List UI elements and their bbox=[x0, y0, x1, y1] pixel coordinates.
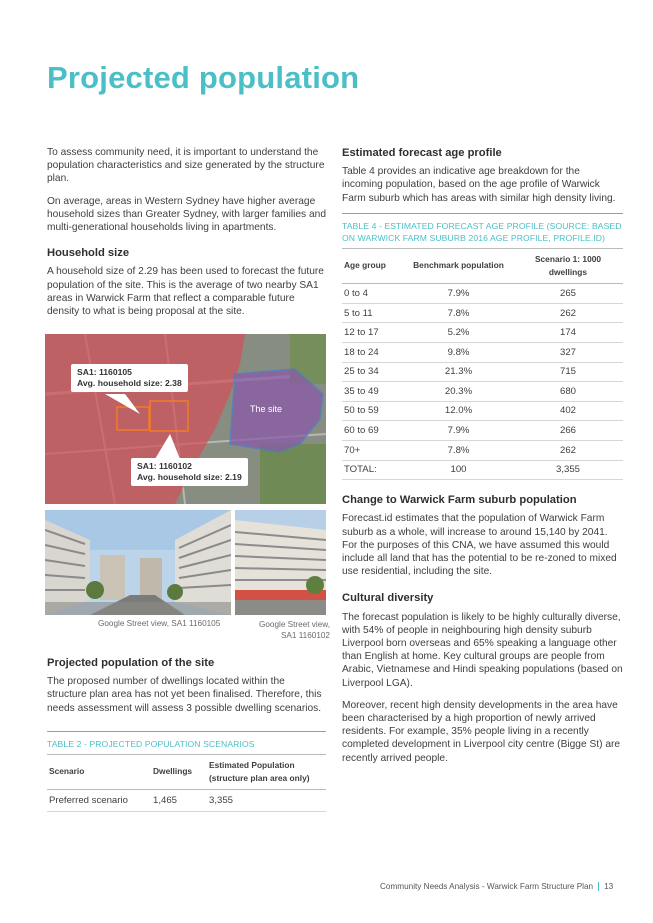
age-cell: 60 to 69 bbox=[342, 421, 404, 441]
scenario-cell: 402 bbox=[513, 401, 623, 421]
page-footer bbox=[380, 882, 613, 891]
table-2-caption: TABLE 2 - PROJECTED POPULATION SCENARIOS bbox=[47, 731, 326, 754]
change-body: Forecast.id estimates that the population of Warwick Farm suburb as a whole, will increase to around 15,140 by 2041. For the purposes of this CNA, we have assumed this would include all land that has the potential to be re-zoned to mixed use residential, including the site. bbox=[342, 513, 617, 578]
scenario-cell: Preferred scenario bbox=[47, 790, 151, 812]
col-estimated-population: Estimated Population (structure plan area only) bbox=[207, 754, 326, 789]
table-row bbox=[47, 790, 326, 812]
table-row bbox=[342, 362, 623, 382]
age-cell: 5 to 11 bbox=[342, 303, 404, 323]
benchmark-cell: 9.8% bbox=[404, 343, 513, 363]
scenario-cell: 327 bbox=[513, 343, 623, 363]
table-4-caption: TABLE 4 - ESTIMATED FORECAST AGE PROFILE (SOURCE: BASED ON WARWICK FARM SUBURB 2016 AGE PROFILE, PROFILE.ID) bbox=[342, 213, 623, 248]
cultural-heading: Cultural diversity bbox=[342, 592, 434, 605]
benchmark-cell: 100 bbox=[404, 460, 513, 480]
age-cell: 70+ bbox=[342, 440, 404, 460]
age-table-header bbox=[342, 248, 623, 283]
callout-1-line-2: Avg. household size: 2.38 bbox=[77, 378, 182, 388]
table-row bbox=[342, 401, 623, 421]
photo-caption-1: Google Street view, SA1 1160105 bbox=[98, 619, 221, 628]
scenario-cell: 3,355 bbox=[513, 460, 623, 480]
cultural-body-2: Moreover, recent high density developments in the area have been characterised by a high proportion of newly arrived residents. For example, 35% people living in a recently completed development in Liverpool city centre (Bigge St) are recently arrived people. bbox=[342, 699, 621, 764]
table-row bbox=[342, 421, 623, 441]
page-title: Projected population bbox=[47, 60, 360, 95]
table-row bbox=[342, 343, 623, 363]
street-photo-1-graphic bbox=[45, 510, 231, 615]
scenario-cell: 262 bbox=[513, 303, 623, 323]
dwellings-cell: 1,465 bbox=[151, 790, 207, 812]
benchmark-cell: 7.9% bbox=[404, 284, 513, 304]
table-row bbox=[342, 382, 623, 402]
benchmark-cell: 7.8% bbox=[404, 303, 513, 323]
age-table bbox=[342, 248, 623, 480]
benchmark-cell: 7.9% bbox=[404, 421, 513, 441]
street-view-photo-2 bbox=[235, 510, 326, 615]
scenario-table bbox=[47, 754, 326, 812]
right-column bbox=[342, 147, 623, 774]
benchmark-cell: 7.8% bbox=[404, 440, 513, 460]
footer-separator bbox=[598, 882, 599, 891]
age-body: Table 4 provides an indicative age breakdown for the incoming population, based on the age profile of Warwick Farm suburb which has areas with similar high density living. bbox=[342, 166, 616, 204]
callout-2-line-1: SA1: 1160102 bbox=[137, 461, 192, 471]
projected-heading: Projected population of the site bbox=[47, 657, 215, 669]
col-scenario-1: Scenario 1: 1000 dwellings bbox=[513, 248, 623, 283]
map-callout-sa1-1160105 bbox=[71, 364, 188, 392]
population-cell: 3,355 bbox=[207, 790, 326, 812]
callout-2-line-2: Avg. household size: 2.19 bbox=[137, 472, 242, 482]
scenario-cell: 266 bbox=[513, 421, 623, 441]
age-cell: 35 to 49 bbox=[342, 382, 404, 402]
projected-population-section bbox=[47, 657, 326, 812]
col-scenario: Scenario bbox=[47, 754, 151, 789]
table-row-total bbox=[342, 460, 623, 480]
street-view-photo-1 bbox=[45, 510, 231, 615]
household-heading: Household size bbox=[47, 247, 130, 260]
scenario-cell: 265 bbox=[513, 284, 623, 304]
col-dwellings: Dwellings bbox=[151, 754, 207, 789]
table-row bbox=[342, 303, 623, 323]
scenario-cell: 715 bbox=[513, 362, 623, 382]
age-cell: 18 to 24 bbox=[342, 343, 404, 363]
household-body: A household size of 2.29 has been used to forecast the future population of the site. This is the average of two nearby SA1 areas in Warwick Farm that reflect a comparable future density to what is being proposal at the site. bbox=[47, 266, 324, 318]
benchmark-cell: 20.3% bbox=[404, 382, 513, 402]
table-row bbox=[342, 323, 623, 343]
scenario-cell: 680 bbox=[513, 382, 623, 402]
footer-text: Community Needs Analysis - Warwick Farm Structure Plan bbox=[380, 882, 594, 891]
callout-1-line-1: SA1: 1160105 bbox=[77, 367, 132, 377]
cultural-body-1: The forecast population is likely to be highly culturally diverse, with 54% of people in neighbouring high density suburb Liverpool born overseas and 65% speaking a language other than English at home. Key cultural groups are people from Arabic, Vietnamese and Hindi speaking populations (based on Liverpool LGA). bbox=[342, 611, 623, 689]
map-callout-sa1-1160102 bbox=[131, 458, 248, 486]
age-cell: 50 to 59 bbox=[342, 401, 404, 421]
scenario-cell: 262 bbox=[513, 440, 623, 460]
change-heading: Change to Warwick Farm suburb population bbox=[342, 494, 577, 507]
map-site-label: The site bbox=[250, 404, 283, 414]
table-row bbox=[342, 284, 623, 304]
age-heading: Estimated forecast age profile bbox=[342, 147, 502, 159]
left-column bbox=[47, 146, 326, 327]
col-benchmark: Benchmark population bbox=[404, 248, 513, 283]
age-cell: 25 to 34 bbox=[342, 362, 404, 382]
scenario-table-header bbox=[47, 754, 326, 789]
benchmark-cell: 21.3% bbox=[404, 362, 513, 382]
page-number: 13 bbox=[604, 882, 614, 891]
projected-body: The proposed number of dwellings located within the structure plan area has not yet been finalised. Therefore, this needs assessment will assess 3 possible dwelling scenarios. bbox=[47, 676, 322, 714]
age-cell: 0 to 4 bbox=[342, 284, 404, 304]
street-photo-2-graphic bbox=[235, 510, 326, 615]
intro-paragraph-1: To assess community need, it is important to understand the population characteristics and size generated by the structure plan. bbox=[47, 147, 325, 185]
benchmark-cell: 5.2% bbox=[404, 323, 513, 343]
benchmark-cell: 12.0% bbox=[404, 401, 513, 421]
table-row bbox=[342, 440, 623, 460]
age-cell: 12 to 17 bbox=[342, 323, 404, 343]
scenario-cell: 174 bbox=[513, 323, 623, 343]
col-age-group: Age group bbox=[342, 248, 404, 283]
intro-paragraph-2: On average, areas in Western Sydney have higher average household sizes than Greater Sydney, with larger families and multi-generational households living in apartments. bbox=[47, 195, 326, 234]
age-cell: TOTAL: bbox=[342, 460, 404, 480]
photo-caption-2: Google Street view, SA1 1160102 bbox=[259, 620, 330, 640]
